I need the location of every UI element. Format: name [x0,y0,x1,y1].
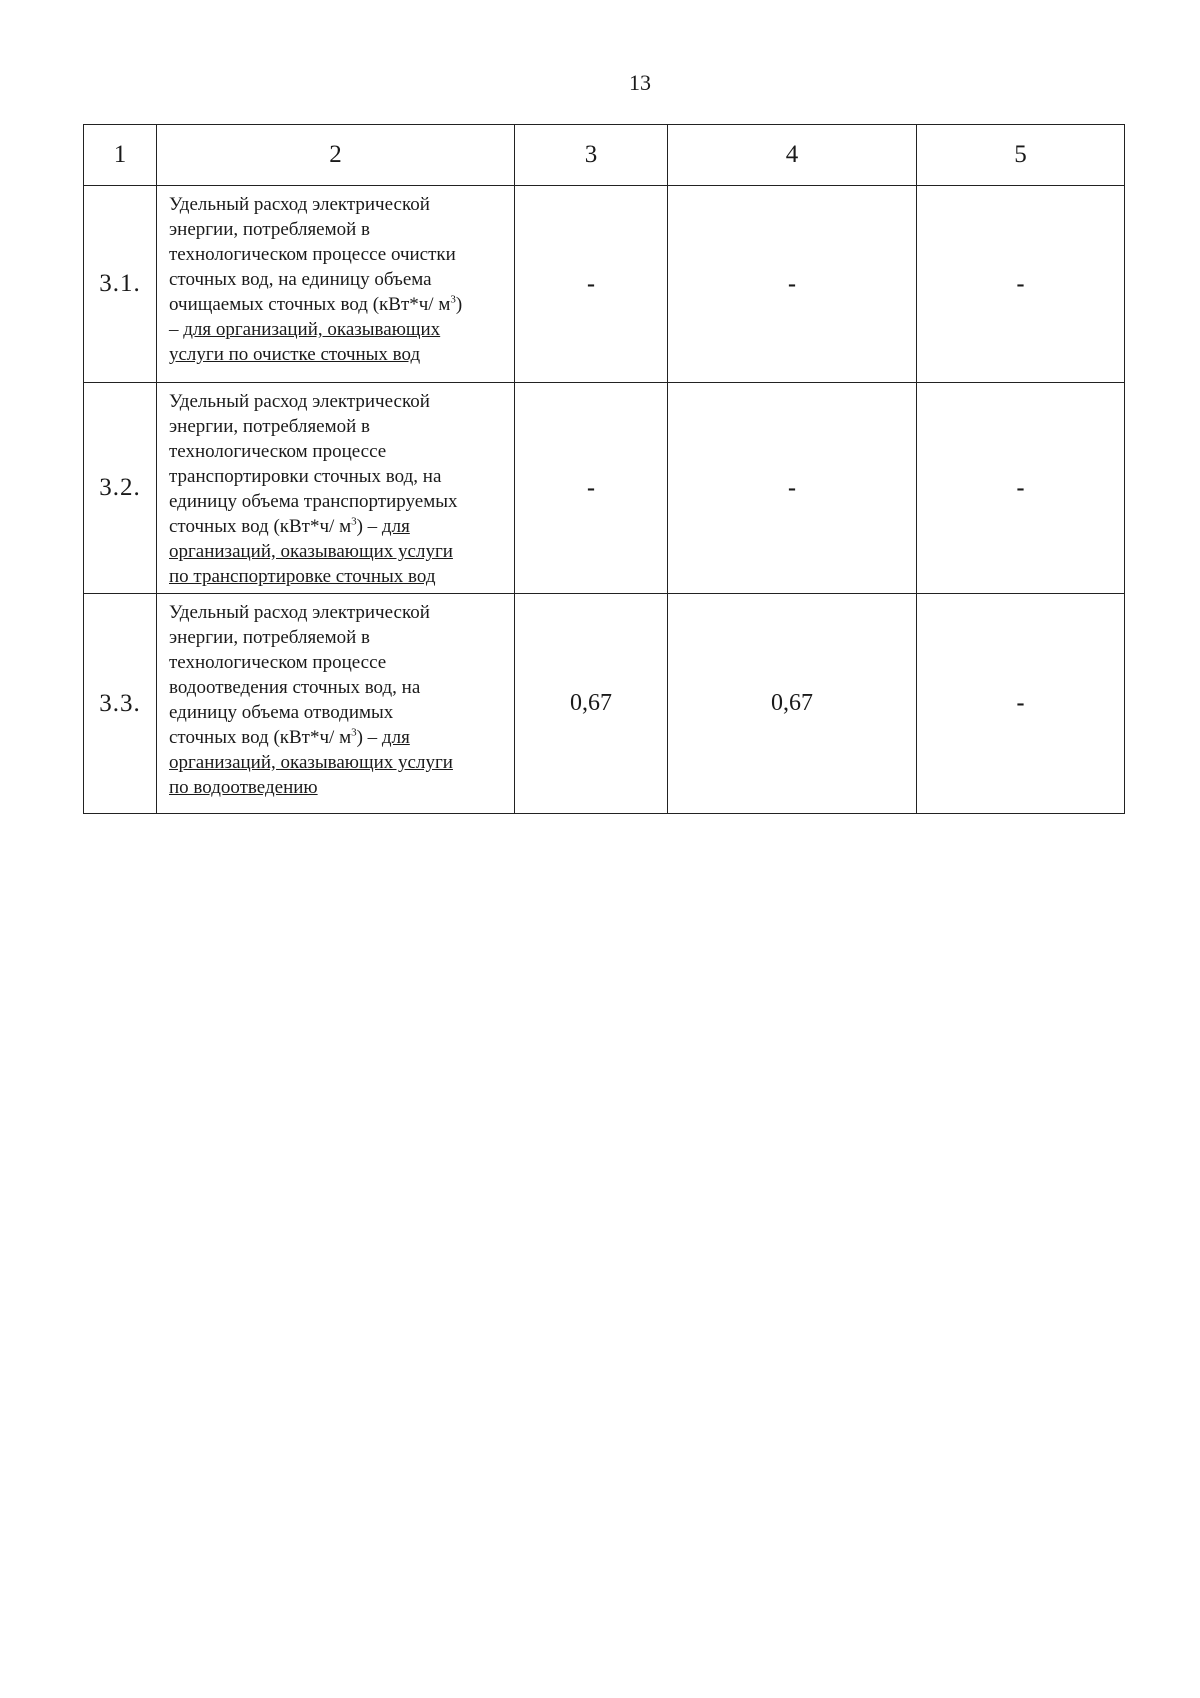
desc-line: энергии, потребляемой в [169,416,371,437]
superscript: 3 [351,726,357,739]
desc-underlined: по водоотведению [169,777,318,798]
desc-text: ) – [356,727,382,748]
desc-text: – [169,319,184,340]
desc-line: Удельный расход электрической [169,602,430,623]
row-number: 3.2. [84,383,157,594]
desc-line: водоотведения сточных вод, на [169,677,421,698]
cell-col4: - [668,383,917,594]
desc-line: Удельный расход электрической [169,391,430,412]
desc-line: транспортировки сточных вод, на [169,466,442,487]
desc-underlined: организаций, оказывающих услуги [169,541,453,562]
desc-line: технологическом процессе [169,441,387,462]
row-description [157,594,515,814]
row-description [157,186,515,383]
desc-text: сточных вод (кВт*ч/ м [169,727,352,748]
desc-text: очищаемых сточных вод (кВт*ч/ м [169,294,451,315]
header-cell-3: 3 [515,125,668,186]
table-header-row [84,125,1125,186]
desc-underlined: для организаций, оказывающих [183,319,441,340]
superscript: 3 [450,293,456,306]
data-table [83,124,1125,814]
cell-col3: - [515,186,668,383]
desc-line [169,317,506,342]
cell-col4: 0,67 [668,594,917,814]
desc-line [169,292,506,317]
page-number: 13 [629,70,651,95]
desc-line: единицу объема отводимых [169,702,394,723]
table-row [84,594,1125,814]
desc-line [169,725,506,750]
desc-underlined: по транспортировке сточных вод [169,566,436,587]
cell-col5: - [917,186,1125,383]
desc-line: энергии, потребляемой в [169,627,371,648]
desc-line: технологическом процессе [169,652,387,673]
desc-underlined: для [381,727,410,748]
desc-text: сточных вод (кВт*ч/ м [169,516,352,537]
row-number: 3.1. [84,186,157,383]
header-cell-5: 5 [917,125,1125,186]
row-number: 3.3. [84,594,157,814]
cell-col3: - [515,383,668,594]
desc-line: единицу объема транспортируемых [169,491,458,512]
superscript: 3 [351,515,357,528]
cell-col4: - [668,186,917,383]
table-row [84,383,1125,594]
desc-line: Удельный расход электрической [169,194,430,215]
desc-line: сточных вод, на единицу объема [169,269,432,290]
desc-underlined: услуги по очистке сточных вод [169,344,421,365]
desc-text: ) – [356,516,382,537]
header-cell-1: 1 [84,125,157,186]
desc-underlined: организаций, оказывающих услуги [169,752,453,773]
cell-col5: - [917,383,1125,594]
desc-line: технологическом процессе очистки [169,244,456,265]
header-cell-4: 4 [668,125,917,186]
row-description [157,383,515,594]
desc-line: энергии, потребляемой в [169,219,371,240]
desc-line [169,514,506,539]
cell-col5: - [917,594,1125,814]
close-paren: ) [455,294,463,315]
table-row [84,186,1125,383]
header-cell-2: 2 [157,125,515,186]
desc-underlined: для [381,516,410,537]
cell-col3: 0,67 [515,594,668,814]
